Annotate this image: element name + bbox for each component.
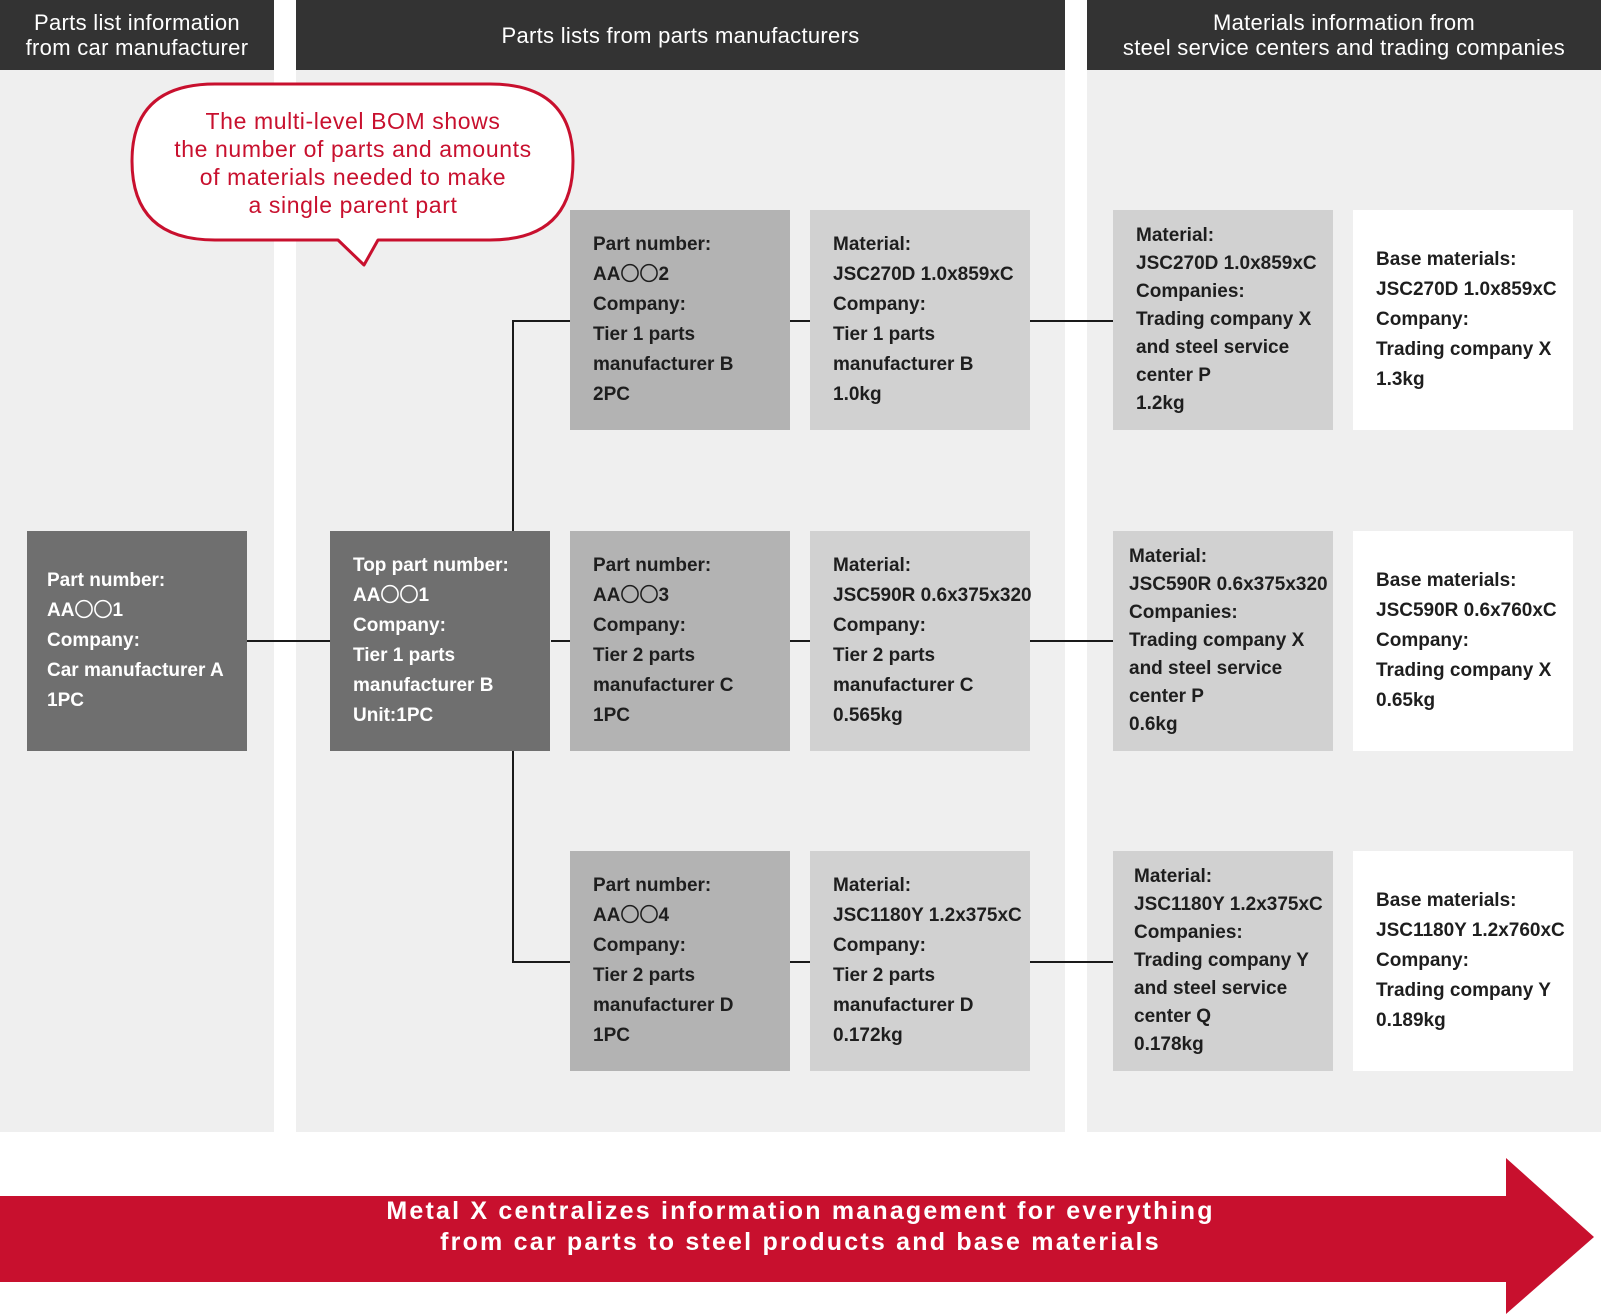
column-header-car-manufacturer bbox=[0, 0, 274, 70]
connector-trunk-vertical-upper bbox=[512, 320, 514, 532]
box-line: Tier 2 parts bbox=[833, 645, 936, 666]
header-line: from car manufacturer bbox=[25, 35, 249, 60]
connector-branch-row2 bbox=[551, 640, 570, 642]
part-box-row1 bbox=[570, 210, 790, 430]
box-line: Material: bbox=[833, 875, 912, 896]
box-line: manufacturer C bbox=[833, 675, 974, 696]
box-line: center P bbox=[1136, 365, 1211, 386]
box-line: 0.65kg bbox=[1376, 690, 1436, 711]
box-line: 1.2kg bbox=[1136, 393, 1185, 414]
box-line: Trading company Y bbox=[1134, 950, 1309, 971]
box-line: AA〇〇2 bbox=[593, 264, 670, 285]
steel-box-row2 bbox=[1113, 531, 1333, 751]
box-line: Trading company X bbox=[1376, 660, 1552, 681]
box-line: 1.0kg bbox=[833, 384, 882, 405]
box-line: JSC590R 0.6x375x320 bbox=[1129, 574, 1328, 595]
header-line: Parts list information bbox=[34, 10, 240, 35]
box-line: Top part number: bbox=[353, 555, 509, 576]
box-line: 0.189kg bbox=[1376, 1010, 1446, 1031]
connector-material-steel-row1 bbox=[1030, 320, 1113, 322]
base-box-row2 bbox=[1353, 531, 1573, 751]
connector-part-material-row3 bbox=[790, 961, 810, 963]
box-line: Tier 2 parts bbox=[593, 965, 696, 986]
box-line: 1PC bbox=[593, 1025, 630, 1046]
box-line: 0.172kg bbox=[833, 1025, 903, 1046]
box-line: manufacturer C bbox=[593, 675, 734, 696]
box-line: Company: bbox=[353, 615, 446, 636]
header-line: Materials information from bbox=[1212, 10, 1476, 35]
box-line: and steel service bbox=[1129, 658, 1283, 679]
banner-line: from car parts to steel products and base materials bbox=[440, 1228, 1161, 1256]
box-line: Company: bbox=[593, 294, 686, 315]
box-line: AA〇〇1 bbox=[353, 585, 430, 606]
callout-line: a single parent part bbox=[248, 192, 458, 218]
box-line: Company: bbox=[1376, 630, 1469, 651]
box-line: Company: bbox=[833, 294, 926, 315]
box-line: Company: bbox=[833, 615, 926, 636]
box-line: center Q bbox=[1134, 1006, 1212, 1027]
callout-bubble bbox=[130, 82, 576, 272]
base-box-row1 bbox=[1353, 210, 1573, 430]
connector-material-steel-row2 bbox=[1030, 640, 1113, 642]
material-box-row1 bbox=[810, 210, 1030, 430]
box-line: JSC1180Y 1.2x375xC bbox=[833, 905, 1022, 926]
part-box-row2 bbox=[570, 531, 790, 751]
callout-line: The multi-level BOM shows bbox=[205, 108, 501, 134]
box-line: JSC590R 0.6x760xC bbox=[1376, 600, 1557, 621]
connector-part-material-row1 bbox=[790, 320, 810, 322]
box-line: and steel service bbox=[1136, 337, 1290, 358]
box-line: manufacturer B bbox=[353, 675, 494, 696]
column-header-parts-manufacturers bbox=[296, 0, 1065, 70]
connector-material-steel-row3 bbox=[1030, 961, 1113, 963]
part-box-row3 bbox=[570, 851, 790, 1071]
box-line: AA〇〇3 bbox=[593, 585, 670, 606]
box-line: Company: bbox=[1376, 950, 1469, 971]
box-line: manufacturer B bbox=[833, 354, 974, 375]
box-line: 0.565kg bbox=[833, 705, 903, 726]
box-line: Part number: bbox=[47, 570, 166, 591]
box-line: Base materials: bbox=[1376, 570, 1517, 591]
box-line: Trading company X bbox=[1129, 630, 1305, 651]
material-box-row3 bbox=[810, 851, 1030, 1071]
box-line: Part number: bbox=[593, 234, 712, 255]
box-line: Base materials: bbox=[1376, 249, 1517, 270]
box-line: Company: bbox=[593, 935, 686, 956]
box-line: Tier 1 parts bbox=[593, 324, 696, 345]
box-line: Material: bbox=[833, 234, 912, 255]
box-line: JSC590R 0.6x375x320 bbox=[833, 585, 1032, 606]
box-line: Company: bbox=[593, 615, 686, 636]
box-line: manufacturer D bbox=[593, 995, 734, 1016]
box-line: AA〇〇4 bbox=[593, 905, 670, 926]
callout-line: the number of parts and amounts bbox=[174, 136, 532, 162]
box-line: Car manufacturer A bbox=[47, 660, 224, 681]
header-line: steel service centers and trading companies bbox=[1122, 35, 1566, 60]
callout-text bbox=[130, 107, 576, 219]
connector-trunk-vertical-lower bbox=[512, 751, 514, 963]
box-line: Companies: bbox=[1134, 922, 1243, 943]
box-line: Tier 2 parts bbox=[833, 965, 936, 986]
connector-branch-row1 bbox=[512, 320, 570, 322]
box-line: Companies: bbox=[1136, 281, 1245, 302]
banner-arrow bbox=[0, 1158, 1601, 1314]
box-line: 2PC bbox=[593, 384, 630, 405]
box-line: Material: bbox=[833, 555, 912, 576]
box-line: manufacturer D bbox=[833, 995, 974, 1016]
box-line: Part number: bbox=[593, 875, 712, 896]
box-line: 1PC bbox=[47, 690, 84, 711]
steel-box-row1 bbox=[1113, 210, 1333, 430]
car-part-box bbox=[27, 531, 247, 751]
box-line: and steel service bbox=[1134, 978, 1288, 999]
box-line: 0.178kg bbox=[1134, 1034, 1204, 1055]
box-line: Company: bbox=[833, 935, 926, 956]
box-line: Trading company X bbox=[1136, 309, 1312, 330]
box-line: Material: bbox=[1129, 546, 1208, 567]
box-line: Base materials: bbox=[1376, 890, 1517, 911]
box-line: Part number: bbox=[593, 555, 712, 576]
column-header-materials bbox=[1087, 0, 1601, 70]
connector-part-material-row2 bbox=[790, 640, 810, 642]
material-box-row2 bbox=[810, 531, 1030, 751]
box-line: 1.3kg bbox=[1376, 369, 1425, 390]
box-line: center P bbox=[1129, 686, 1204, 707]
box-line: Material: bbox=[1136, 225, 1215, 246]
banner-line: Metal X centralizes information management for everything bbox=[386, 1197, 1215, 1225]
box-line: JSC270D 1.0x859xC bbox=[1376, 279, 1557, 300]
header-line: Parts lists from parts manufacturers bbox=[501, 22, 860, 48]
box-line: Tier 1 parts bbox=[833, 324, 936, 345]
box-line: 1PC bbox=[593, 705, 630, 726]
box-line: 0.6kg bbox=[1129, 714, 1178, 735]
steel-box-row3 bbox=[1113, 851, 1333, 1071]
base-box-row3 bbox=[1353, 851, 1573, 1071]
box-line: Trading company X bbox=[1376, 339, 1552, 360]
box-line: JSC270D 1.0x859xC bbox=[833, 264, 1014, 285]
connector-car-to-top bbox=[247, 640, 330, 642]
box-line: JSC1180Y 1.2x760xC bbox=[1376, 920, 1565, 941]
box-line: Company: bbox=[47, 630, 140, 651]
connector-branch-row3 bbox=[512, 961, 570, 963]
box-line: JSC1180Y 1.2x375xC bbox=[1134, 894, 1323, 915]
box-line: Companies: bbox=[1129, 602, 1238, 623]
box-line: Company: bbox=[1376, 309, 1469, 330]
box-line: Tier 2 parts bbox=[593, 645, 696, 666]
top-part-box bbox=[330, 531, 550, 751]
box-line: AA〇〇1 bbox=[47, 600, 124, 621]
box-line: JSC270D 1.0x859xC bbox=[1136, 253, 1317, 274]
banner-text bbox=[0, 1196, 1601, 1258]
box-line: manufacturer B bbox=[593, 354, 734, 375]
callout-line: of materials needed to make bbox=[199, 164, 507, 190]
box-line: Material: bbox=[1134, 866, 1213, 887]
box-line: Trading company Y bbox=[1376, 980, 1551, 1001]
box-line: Tier 1 parts bbox=[353, 645, 456, 666]
box-line: Unit:1PC bbox=[353, 705, 434, 726]
